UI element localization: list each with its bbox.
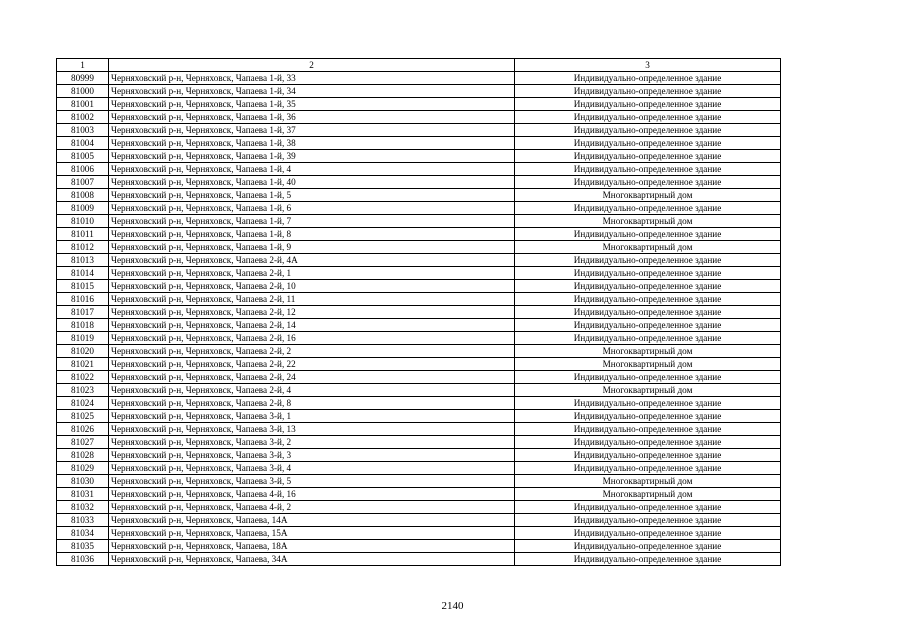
building-type-cell: Индивидуально-определенное здание xyxy=(515,163,781,176)
building-type-cell: Многоквартирный дом xyxy=(515,241,781,254)
table-row xyxy=(57,501,781,514)
row-number-cell: 81000 xyxy=(57,85,109,98)
table-row xyxy=(57,98,781,111)
row-number-cell: 81017 xyxy=(57,306,109,319)
column-header-1: 1 xyxy=(57,59,109,72)
table-row xyxy=(57,527,781,540)
building-type-cell: Индивидуально-определенное здание xyxy=(515,124,781,137)
address-cell: Черняховский р-н, Черняховск, Чапаева 4-й, 2 xyxy=(109,501,515,514)
table-row xyxy=(57,293,781,306)
address-cell: Черняховский р-н, Черняховск, Чапаева 2-й, 4А xyxy=(109,254,515,267)
building-type-cell: Индивидуально-определенное здание xyxy=(515,423,781,436)
address-cell: Черняховский р-н, Черняховск, Чапаева 2-й, 2 xyxy=(109,345,515,358)
header-row xyxy=(57,59,781,72)
address-cell: Черняховский р-н, Черняховск, Чапаева, 34А xyxy=(109,553,515,566)
row-number-cell: 81013 xyxy=(57,254,109,267)
row-number-cell: 81030 xyxy=(57,475,109,488)
table-row xyxy=(57,319,781,332)
building-type-cell: Многоквартирный дом xyxy=(515,384,781,397)
building-type-cell: Индивидуально-определенное здание xyxy=(515,319,781,332)
building-type-cell: Индивидуально-определенное здание xyxy=(515,280,781,293)
building-type-cell: Индивидуально-определенное здание xyxy=(515,410,781,423)
table-row xyxy=(57,228,781,241)
building-type-cell: Многоквартирный дом xyxy=(515,345,781,358)
table-row xyxy=(57,449,781,462)
building-type-cell: Индивидуально-определенное здание xyxy=(515,72,781,85)
address-cell: Черняховский р-н, Черняховск, Чапаева 1-й, 7 xyxy=(109,215,515,228)
row-number-cell: 81014 xyxy=(57,267,109,280)
address-cell: Черняховский р-н, Черняховск, Чапаева 2-й, 1 xyxy=(109,267,515,280)
address-cell: Черняховский р-н, Черняховск, Чапаева 2-й, 16 xyxy=(109,332,515,345)
table-row xyxy=(57,267,781,280)
address-cell: Черняховский р-н, Черняховск, Чапаева 2-й, 4 xyxy=(109,384,515,397)
address-cell: Черняховский р-н, Черняховск, Чапаева 1-й, 40 xyxy=(109,176,515,189)
building-type-cell: Индивидуально-определенное здание xyxy=(515,293,781,306)
row-number-cell: 81009 xyxy=(57,202,109,215)
building-type-cell: Индивидуально-определенное здание xyxy=(515,267,781,280)
address-cell: Черняховский р-н, Черняховск, Чапаева 2-й, 22 xyxy=(109,358,515,371)
row-number-cell: 81036 xyxy=(57,553,109,566)
address-cell: Черняховский р-н, Черняховск, Чапаева, 14А xyxy=(109,514,515,527)
address-cell: Черняховский р-н, Черняховск, Чапаева 3-й, 3 xyxy=(109,449,515,462)
table-row xyxy=(57,176,781,189)
table-row xyxy=(57,280,781,293)
table-header xyxy=(57,59,781,72)
row-number-cell: 81021 xyxy=(57,358,109,371)
building-type-cell: Индивидуально-определенное здание xyxy=(515,150,781,163)
table-row xyxy=(57,488,781,501)
building-type-cell: Индивидуально-определенное здание xyxy=(515,371,781,384)
address-cell: Черняховский р-н, Черняховск, Чапаева 1-й, 39 xyxy=(109,150,515,163)
row-number-cell: 81019 xyxy=(57,332,109,345)
table-row xyxy=(57,215,781,228)
row-number-cell: 81027 xyxy=(57,436,109,449)
row-number-cell: 81024 xyxy=(57,397,109,410)
column-header-3: 3 xyxy=(515,59,781,72)
row-number-cell: 81012 xyxy=(57,241,109,254)
building-type-cell: Индивидуально-определенное здание xyxy=(515,540,781,553)
row-number-cell: 81006 xyxy=(57,163,109,176)
address-cell: Черняховский р-н, Черняховск, Чапаева 3-й, 5 xyxy=(109,475,515,488)
building-type-cell: Индивидуально-определенное здание xyxy=(515,514,781,527)
row-number-cell: 81003 xyxy=(57,124,109,137)
address-cell: Черняховский р-н, Черняховск, Чапаева 1-й, 4 xyxy=(109,163,515,176)
building-type-cell: Индивидуально-определенное здание xyxy=(515,306,781,319)
table-row xyxy=(57,345,781,358)
building-type-cell: Индивидуально-определенное здание xyxy=(515,254,781,267)
row-number-cell: 81018 xyxy=(57,319,109,332)
row-number-cell: 81002 xyxy=(57,111,109,124)
table-body xyxy=(57,72,781,566)
row-number-cell: 81004 xyxy=(57,137,109,150)
building-type-cell: Индивидуально-определенное здание xyxy=(515,527,781,540)
building-type-cell: Индивидуально-определенное здание xyxy=(515,397,781,410)
address-cell: Черняховский р-н, Черняховск, Чапаева, 15А xyxy=(109,527,515,540)
building-type-cell: Индивидуально-определенное здание xyxy=(515,176,781,189)
address-cell: Черняховский р-н, Черняховск, Чапаева 2-й, 8 xyxy=(109,397,515,410)
row-number-cell: 81033 xyxy=(57,514,109,527)
address-cell: Черняховский р-н, Черняховск, Чапаева 2-й, 10 xyxy=(109,280,515,293)
building-type-cell: Индивидуально-определенное здание xyxy=(515,111,781,124)
address-cell: Черняховский р-н, Черняховск, Чапаева 1-й, 38 xyxy=(109,137,515,150)
table-row xyxy=(57,475,781,488)
table-row xyxy=(57,124,781,137)
table-row xyxy=(57,306,781,319)
address-cell: Черняховский р-н, Черняховск, Чапаева 1-й, 8 xyxy=(109,228,515,241)
row-number-cell: 80999 xyxy=(57,72,109,85)
table-row xyxy=(57,72,781,85)
table-row xyxy=(57,332,781,345)
row-number-cell: 81020 xyxy=(57,345,109,358)
table-row xyxy=(57,85,781,98)
row-number-cell: 81034 xyxy=(57,527,109,540)
row-number-cell: 81031 xyxy=(57,488,109,501)
address-cell: Черняховский р-н, Черняховск, Чапаева 1-й, 6 xyxy=(109,202,515,215)
address-cell: Черняховский р-н, Черняховск, Чапаева 3-й, 2 xyxy=(109,436,515,449)
row-number-cell: 81032 xyxy=(57,501,109,514)
table-row xyxy=(57,384,781,397)
table-row xyxy=(57,150,781,163)
table-row xyxy=(57,189,781,202)
row-number-cell: 81010 xyxy=(57,215,109,228)
row-number-cell: 81011 xyxy=(57,228,109,241)
address-cell: Черняховский р-н, Черняховск, Чапаева 1-й, 36 xyxy=(109,111,515,124)
building-type-cell: Индивидуально-определенное здание xyxy=(515,436,781,449)
building-type-cell: Индивидуально-определенное здание xyxy=(515,202,781,215)
row-number-cell: 81026 xyxy=(57,423,109,436)
address-cell: Черняховский р-н, Черняховск, Чапаева 3-й, 13 xyxy=(109,423,515,436)
row-number-cell: 81007 xyxy=(57,176,109,189)
building-type-cell: Индивидуально-определенное здание xyxy=(515,228,781,241)
row-number-cell: 81029 xyxy=(57,462,109,475)
address-cell: Черняховский р-н, Черняховск, Чапаева 2-й, 12 xyxy=(109,306,515,319)
table-row xyxy=(57,410,781,423)
building-type-cell: Индивидуально-определенное здание xyxy=(515,98,781,111)
address-cell: Черняховский р-н, Черняховск, Чапаева 1-й, 9 xyxy=(109,241,515,254)
table-row xyxy=(57,111,781,124)
row-number-cell: 81016 xyxy=(57,293,109,306)
building-type-cell: Многоквартирный дом xyxy=(515,488,781,501)
table-row xyxy=(57,514,781,527)
row-number-cell: 81025 xyxy=(57,410,109,423)
table-row xyxy=(57,137,781,150)
building-type-cell: Индивидуально-определенное здание xyxy=(515,462,781,475)
table-row xyxy=(57,423,781,436)
row-number-cell: 81028 xyxy=(57,449,109,462)
building-type-cell: Индивидуально-определенное здание xyxy=(515,449,781,462)
table-row xyxy=(57,553,781,566)
row-number-cell: 81005 xyxy=(57,150,109,163)
building-type-cell: Многоквартирный дом xyxy=(515,475,781,488)
row-number-cell: 81035 xyxy=(57,540,109,553)
building-type-cell: Индивидуально-определенное здание xyxy=(515,332,781,345)
address-cell: Черняховский р-н, Черняховск, Чапаева 2-й, 11 xyxy=(109,293,515,306)
address-cell: Черняховский р-н, Черняховск, Чапаева, 18А xyxy=(109,540,515,553)
address-cell: Черняховский р-н, Черняховск, Чапаева 3-й, 4 xyxy=(109,462,515,475)
table-row xyxy=(57,462,781,475)
building-type-cell: Индивидуально-определенное здание xyxy=(515,137,781,150)
building-type-cell: Многоквартирный дом xyxy=(515,215,781,228)
table-row xyxy=(57,254,781,267)
address-cell: Черняховский р-н, Черняховск, Чапаева 1-й, 33 xyxy=(109,72,515,85)
table-row xyxy=(57,540,781,553)
table-row xyxy=(57,202,781,215)
address-cell: Черняховский р-н, Черняховск, Чапаева 3-й, 1 xyxy=(109,410,515,423)
table-row xyxy=(57,241,781,254)
address-cell: Черняховский р-н, Черняховск, Чапаева 1-й, 5 xyxy=(109,189,515,202)
address-cell: Черняховский р-н, Черняховск, Чапаева 1-й, 35 xyxy=(109,98,515,111)
row-number-cell: 81001 xyxy=(57,98,109,111)
column-header-2: 2 xyxy=(109,59,515,72)
building-registry-table xyxy=(56,58,781,566)
table-row xyxy=(57,397,781,410)
address-cell: Черняховский р-н, Черняховск, Чапаева 2-й, 14 xyxy=(109,319,515,332)
building-type-cell: Индивидуально-определенное здание xyxy=(515,501,781,514)
table-row xyxy=(57,358,781,371)
building-type-cell: Индивидуально-определенное здание xyxy=(515,553,781,566)
row-number-cell: 81022 xyxy=(57,371,109,384)
table-row xyxy=(57,163,781,176)
address-cell: Черняховский р-н, Черняховск, Чапаева 2-й, 24 xyxy=(109,371,515,384)
table-row xyxy=(57,371,781,384)
table-row xyxy=(57,436,781,449)
address-cell: Черняховский р-н, Черняховск, Чапаева 1-й, 34 xyxy=(109,85,515,98)
page-number: 2140 xyxy=(441,600,464,612)
row-number-cell: 81008 xyxy=(57,189,109,202)
building-type-cell: Индивидуально-определенное здание xyxy=(515,85,781,98)
building-type-cell: Многоквартирный дом xyxy=(515,358,781,371)
row-number-cell: 81015 xyxy=(57,280,109,293)
address-cell: Черняховский р-н, Черняховск, Чапаева 1-й, 37 xyxy=(109,124,515,137)
row-number-cell: 81023 xyxy=(57,384,109,397)
building-type-cell: Многоквартирный дом xyxy=(515,189,781,202)
address-cell: Черняховский р-н, Черняховск, Чапаева 4-й, 16 xyxy=(109,488,515,501)
